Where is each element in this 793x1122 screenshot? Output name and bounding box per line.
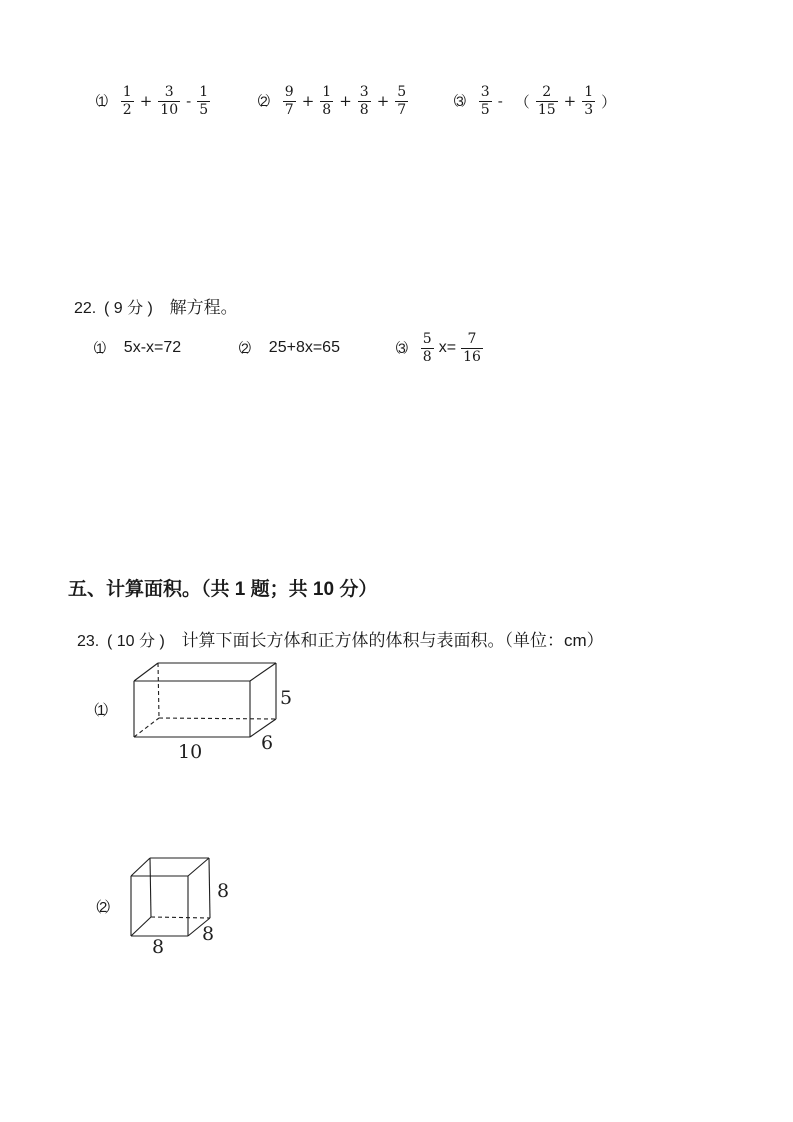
cube-edge bbox=[150, 858, 151, 917]
fraction bbox=[461, 331, 483, 366]
math-text: - bbox=[497, 92, 503, 110]
fraction-numerator: 9 bbox=[284, 83, 294, 100]
fraction-numerator: 5 bbox=[422, 330, 432, 347]
fraction-denominator: 8 bbox=[422, 348, 432, 365]
equation-3 bbox=[387, 331, 483, 365]
item-label: （1） bbox=[85, 340, 112, 356]
cube-figure bbox=[123, 850, 243, 960]
fraction-denominator: 7 bbox=[284, 101, 294, 118]
calc-expression-2 bbox=[249, 84, 408, 118]
fraction-denominator: 8 bbox=[322, 101, 332, 118]
fraction bbox=[283, 84, 296, 119]
fraction bbox=[158, 84, 180, 119]
cube-height-label: 8 bbox=[217, 880, 230, 902]
question-22-header bbox=[74, 293, 238, 318]
fraction-denominator: 8 bbox=[359, 101, 369, 118]
math-text: + bbox=[339, 92, 352, 110]
math-expression bbox=[479, 84, 622, 118]
fraction bbox=[479, 84, 492, 119]
fraction-numerator: 3 bbox=[480, 83, 490, 100]
equation-1 bbox=[85, 331, 186, 365]
section-five-heading: 五、计算面积。（共 1 题；共 10 分） bbox=[68, 579, 378, 600]
question-title: 解方程。 bbox=[169, 298, 238, 317]
cube-edge bbox=[131, 917, 151, 936]
fraction-denominator: 5 bbox=[480, 101, 490, 118]
math-text: 25+8x=65 bbox=[268, 339, 340, 356]
cuboid-depth-label: 6 bbox=[261, 732, 274, 754]
cube-edge bbox=[209, 858, 210, 918]
question-number: 23. bbox=[77, 633, 100, 650]
fraction bbox=[395, 84, 408, 119]
math-text: x= bbox=[438, 339, 457, 356]
question-23-header bbox=[77, 626, 604, 651]
fraction-denominator: 15 bbox=[537, 101, 556, 118]
fraction-numerator: 1 bbox=[122, 83, 132, 100]
cuboid-height-label: 5 bbox=[280, 687, 293, 709]
cuboid-figure bbox=[125, 655, 300, 765]
math-expression bbox=[121, 84, 210, 118]
cuboid-length-label: 10 bbox=[178, 741, 203, 763]
fraction-denominator: 7 bbox=[397, 101, 407, 118]
fraction-denominator: 10 bbox=[160, 101, 179, 118]
figure-2-label: （2） bbox=[87, 899, 117, 916]
item-label: （1） bbox=[87, 93, 114, 109]
fraction bbox=[582, 84, 595, 119]
math-expression bbox=[421, 332, 483, 365]
fraction-numerator: 1 bbox=[199, 83, 209, 100]
calc-expression-1 bbox=[87, 84, 210, 118]
cube-edge bbox=[188, 858, 209, 876]
question-title: 计算下面长方体和正方体的体积与表面积。（单位：cm） bbox=[181, 631, 604, 650]
math-expression bbox=[264, 332, 345, 365]
figure-1-label: （1） bbox=[85, 702, 115, 719]
cube-hidden-edge bbox=[151, 917, 210, 918]
fraction-denominator: 16 bbox=[463, 348, 481, 365]
fraction-numerator: 2 bbox=[536, 84, 558, 102]
cuboid-edge bbox=[134, 663, 158, 681]
math-text: 5x-x=72 bbox=[123, 339, 182, 356]
cube-length-label: 8 bbox=[152, 936, 165, 958]
math-expression bbox=[283, 84, 408, 118]
equation-2 bbox=[230, 331, 345, 365]
math-text: + bbox=[139, 92, 153, 110]
fraction bbox=[320, 84, 333, 119]
cube-depth-label: 8 bbox=[202, 923, 215, 945]
cuboid-hidden-edge bbox=[158, 663, 159, 718]
math-text: + bbox=[376, 92, 390, 110]
fraction bbox=[421, 331, 434, 366]
item-label: （2） bbox=[230, 340, 257, 356]
cube-edge bbox=[131, 858, 150, 876]
cuboid-edge bbox=[250, 663, 276, 681]
fraction bbox=[358, 84, 371, 119]
calc-expression-3 bbox=[445, 84, 622, 118]
item-label: （3） bbox=[445, 93, 472, 109]
cuboid-hidden-edge bbox=[159, 718, 276, 719]
question-number: 22. bbox=[74, 300, 97, 317]
fraction-numerator: 1 bbox=[584, 83, 594, 100]
math-text: + bbox=[563, 92, 577, 110]
fraction-numerator: 5 bbox=[397, 83, 407, 100]
fraction-numerator: 3 bbox=[359, 83, 369, 100]
fraction bbox=[197, 84, 210, 119]
cuboid-hidden-edge bbox=[134, 718, 159, 737]
fraction-numerator: 3 bbox=[158, 84, 180, 102]
fraction-denominator: 2 bbox=[122, 101, 132, 118]
fraction bbox=[121, 84, 134, 119]
math-text: + bbox=[301, 92, 315, 110]
math-text: ） bbox=[601, 92, 617, 111]
item-label: （2） bbox=[249, 93, 276, 109]
question-points: ( 9 分 ) bbox=[103, 300, 153, 317]
math-text: （ bbox=[514, 92, 530, 111]
fraction bbox=[536, 84, 558, 119]
math-text: - bbox=[186, 92, 192, 110]
fraction-numerator: 7 bbox=[461, 331, 483, 349]
math-expression bbox=[119, 332, 186, 365]
fraction-denominator: 5 bbox=[199, 101, 209, 118]
fraction-numerator: 1 bbox=[322, 83, 332, 100]
item-label: （3） bbox=[387, 340, 414, 356]
question-points: ( 10 分 ) bbox=[106, 633, 165, 650]
fraction-denominator: 3 bbox=[584, 101, 594, 118]
